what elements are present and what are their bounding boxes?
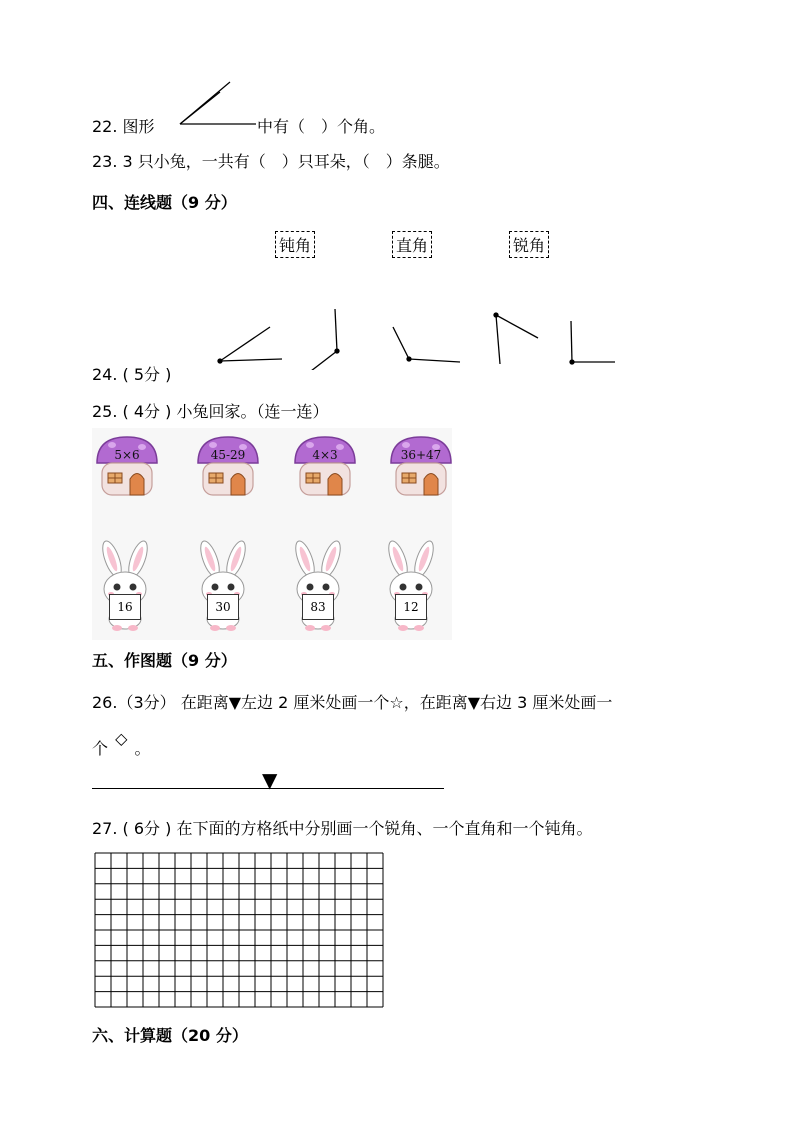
grid-paper[interactable] [94, 852, 388, 1008]
rabbit-number-card: 12 [395, 594, 427, 620]
mushroom-house-4 [388, 435, 454, 497]
section-title-4: 四、连线题（9 分） [92, 193, 237, 212]
rabbit-1 [92, 539, 158, 631]
angle-figure-4 [494, 313, 538, 364]
section-title-6: 六、计算题（20 分） [92, 1026, 248, 1045]
question-number: 22. [92, 117, 118, 136]
question-text-before: 图形 [122, 117, 155, 136]
rabbit-3 [285, 539, 351, 631]
mushroom-house-3 [292, 435, 358, 497]
rabbit-4 [378, 539, 444, 631]
question-26-period: 。 [134, 739, 151, 758]
question-22-suffix: 中有（ ）个角。 [257, 117, 386, 136]
mushroom-house-1 [94, 435, 160, 497]
rabbit-home-panel [92, 428, 452, 640]
question-26-line2 [92, 729, 151, 759]
house-expression: 45-29 [210, 448, 246, 462]
house-expression: 5×6 [114, 448, 140, 462]
house-expression: 36+47 [400, 448, 442, 462]
label-obtuse-angle: 钝角 [275, 231, 315, 258]
angle-figure-2 [311, 309, 339, 370]
section-title-5: 五、作图题（9 分） [92, 651, 237, 670]
question-24: 24. ( 5分 ) [92, 365, 172, 384]
rabbit-2 [190, 539, 256, 631]
question-26-ge: 个 [92, 739, 109, 758]
triangle-marker-icon: ▼ [262, 768, 278, 792]
angle-figure-5 [570, 321, 615, 364]
angle-figure-icon [176, 80, 258, 128]
angle-figure-3 [393, 327, 460, 362]
rabbit-number-card: 30 [207, 594, 239, 620]
house-expression: 4×3 [312, 448, 338, 462]
rabbit-number-card: 16 [109, 594, 141, 620]
label-acute-angle: 锐角 [509, 231, 549, 258]
question-25: 25. ( 4分 ) 小兔回家。（连一连） [92, 402, 329, 421]
rabbit-number-card: 83 [302, 594, 334, 620]
diamond-icon: ◇ [115, 729, 128, 748]
question-23: 23. 3 只小兔，一共有（ ）只耳朵，（ ）条腿。 [92, 152, 450, 171]
angle-figure-1 [218, 327, 282, 363]
question-27: 27. ( 6分 ) 在下面的方格纸中分别画一个锐角、一个直角和一个钝角。 [92, 819, 593, 838]
question-22 [92, 114, 155, 137]
mushroom-house-2 [195, 435, 261, 497]
angle-figures [210, 300, 630, 370]
question-26-line1: 26.（3分） 在距离▼左边 2 厘米处画一个☆，在距离▼右边 3 厘米处画一 [92, 693, 613, 712]
label-right-angle: 直角 [392, 231, 432, 258]
